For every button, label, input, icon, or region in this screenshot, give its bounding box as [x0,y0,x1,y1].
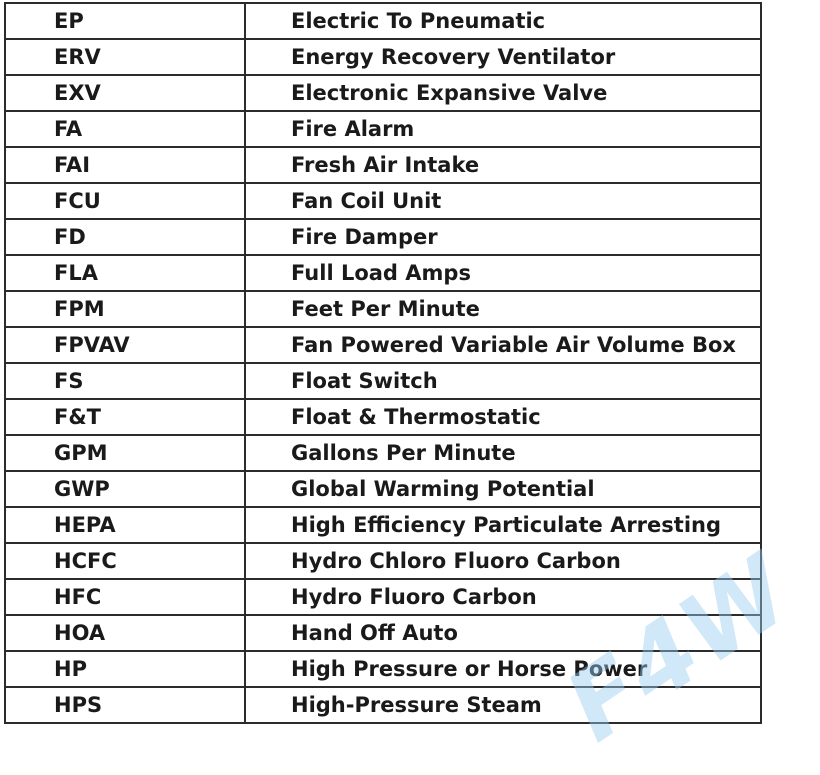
abbreviation-cell: FPM [5,291,245,327]
table-row [5,183,761,219]
table-row [5,435,761,471]
definition-cell: High Efficiency Particulate Arresting [245,507,761,543]
abbreviation-cell: HEPA [5,507,245,543]
abbreviation-table-body [5,3,761,723]
definition-cell: Hand Off Auto [245,615,761,651]
definition-cell: Hydro Chloro Fluoro Carbon [245,543,761,579]
definition-cell: High-Pressure Steam [245,687,761,723]
table-row [5,363,761,399]
abbreviation-cell: EXV [5,75,245,111]
table-row [5,327,761,363]
table-row [5,111,761,147]
table-row [5,471,761,507]
table-row [5,147,761,183]
table-row [5,687,761,723]
definition-cell: Full Load Amps [245,255,761,291]
abbreviation-cell: ERV [5,39,245,75]
abbreviation-cell: HPS [5,687,245,723]
abbreviation-cell: FS [5,363,245,399]
abbreviation-cell: HFC [5,579,245,615]
definition-cell: Hydro Fluoro Carbon [245,579,761,615]
table-row [5,579,761,615]
abbreviation-cell: FCU [5,183,245,219]
abbreviation-cell: EP [5,3,245,39]
abbreviation-cell: HCFC [5,543,245,579]
table-row [5,75,761,111]
definition-cell: Fan Powered Variable Air Volume Box [245,327,761,363]
abbreviation-cell: GWP [5,471,245,507]
abbreviation-cell: HP [5,651,245,687]
table-row [5,507,761,543]
definition-cell: Float & Thermostatic [245,399,761,435]
definition-cell: Electronic Expansive Valve [245,75,761,111]
abbreviation-cell: FPVAV [5,327,245,363]
definition-cell: Fire Damper [245,219,761,255]
definition-cell: Global Warming Potential [245,471,761,507]
table-row [5,255,761,291]
abbreviation-cell: FD [5,219,245,255]
definition-cell: Float Switch [245,363,761,399]
abbreviation-table [4,2,762,724]
table-row [5,651,761,687]
table-row [5,543,761,579]
abbreviation-cell: HOA [5,615,245,651]
table-row [5,399,761,435]
definition-cell: High Pressure or Horse Power [245,651,761,687]
table-row [5,219,761,255]
table-row [5,39,761,75]
abbreviation-cell: FAI [5,147,245,183]
definition-cell: Electric To Pneumatic [245,3,761,39]
definition-cell: Fresh Air Intake [245,147,761,183]
abbreviation-cell: FLA [5,255,245,291]
definition-cell: Energy Recovery Ventilator [245,39,761,75]
abbreviation-cell: GPM [5,435,245,471]
definition-cell: Fan Coil Unit [245,183,761,219]
abbreviation-cell: F&T [5,399,245,435]
definition-cell: Gallons Per Minute [245,435,761,471]
table-row [5,291,761,327]
abbreviation-cell: FA [5,111,245,147]
watermark-logo: F4W [546,533,812,764]
definition-cell: Fire Alarm [245,111,761,147]
table-row [5,615,761,651]
definition-cell: Feet Per Minute [245,291,761,327]
table-row [5,3,761,39]
